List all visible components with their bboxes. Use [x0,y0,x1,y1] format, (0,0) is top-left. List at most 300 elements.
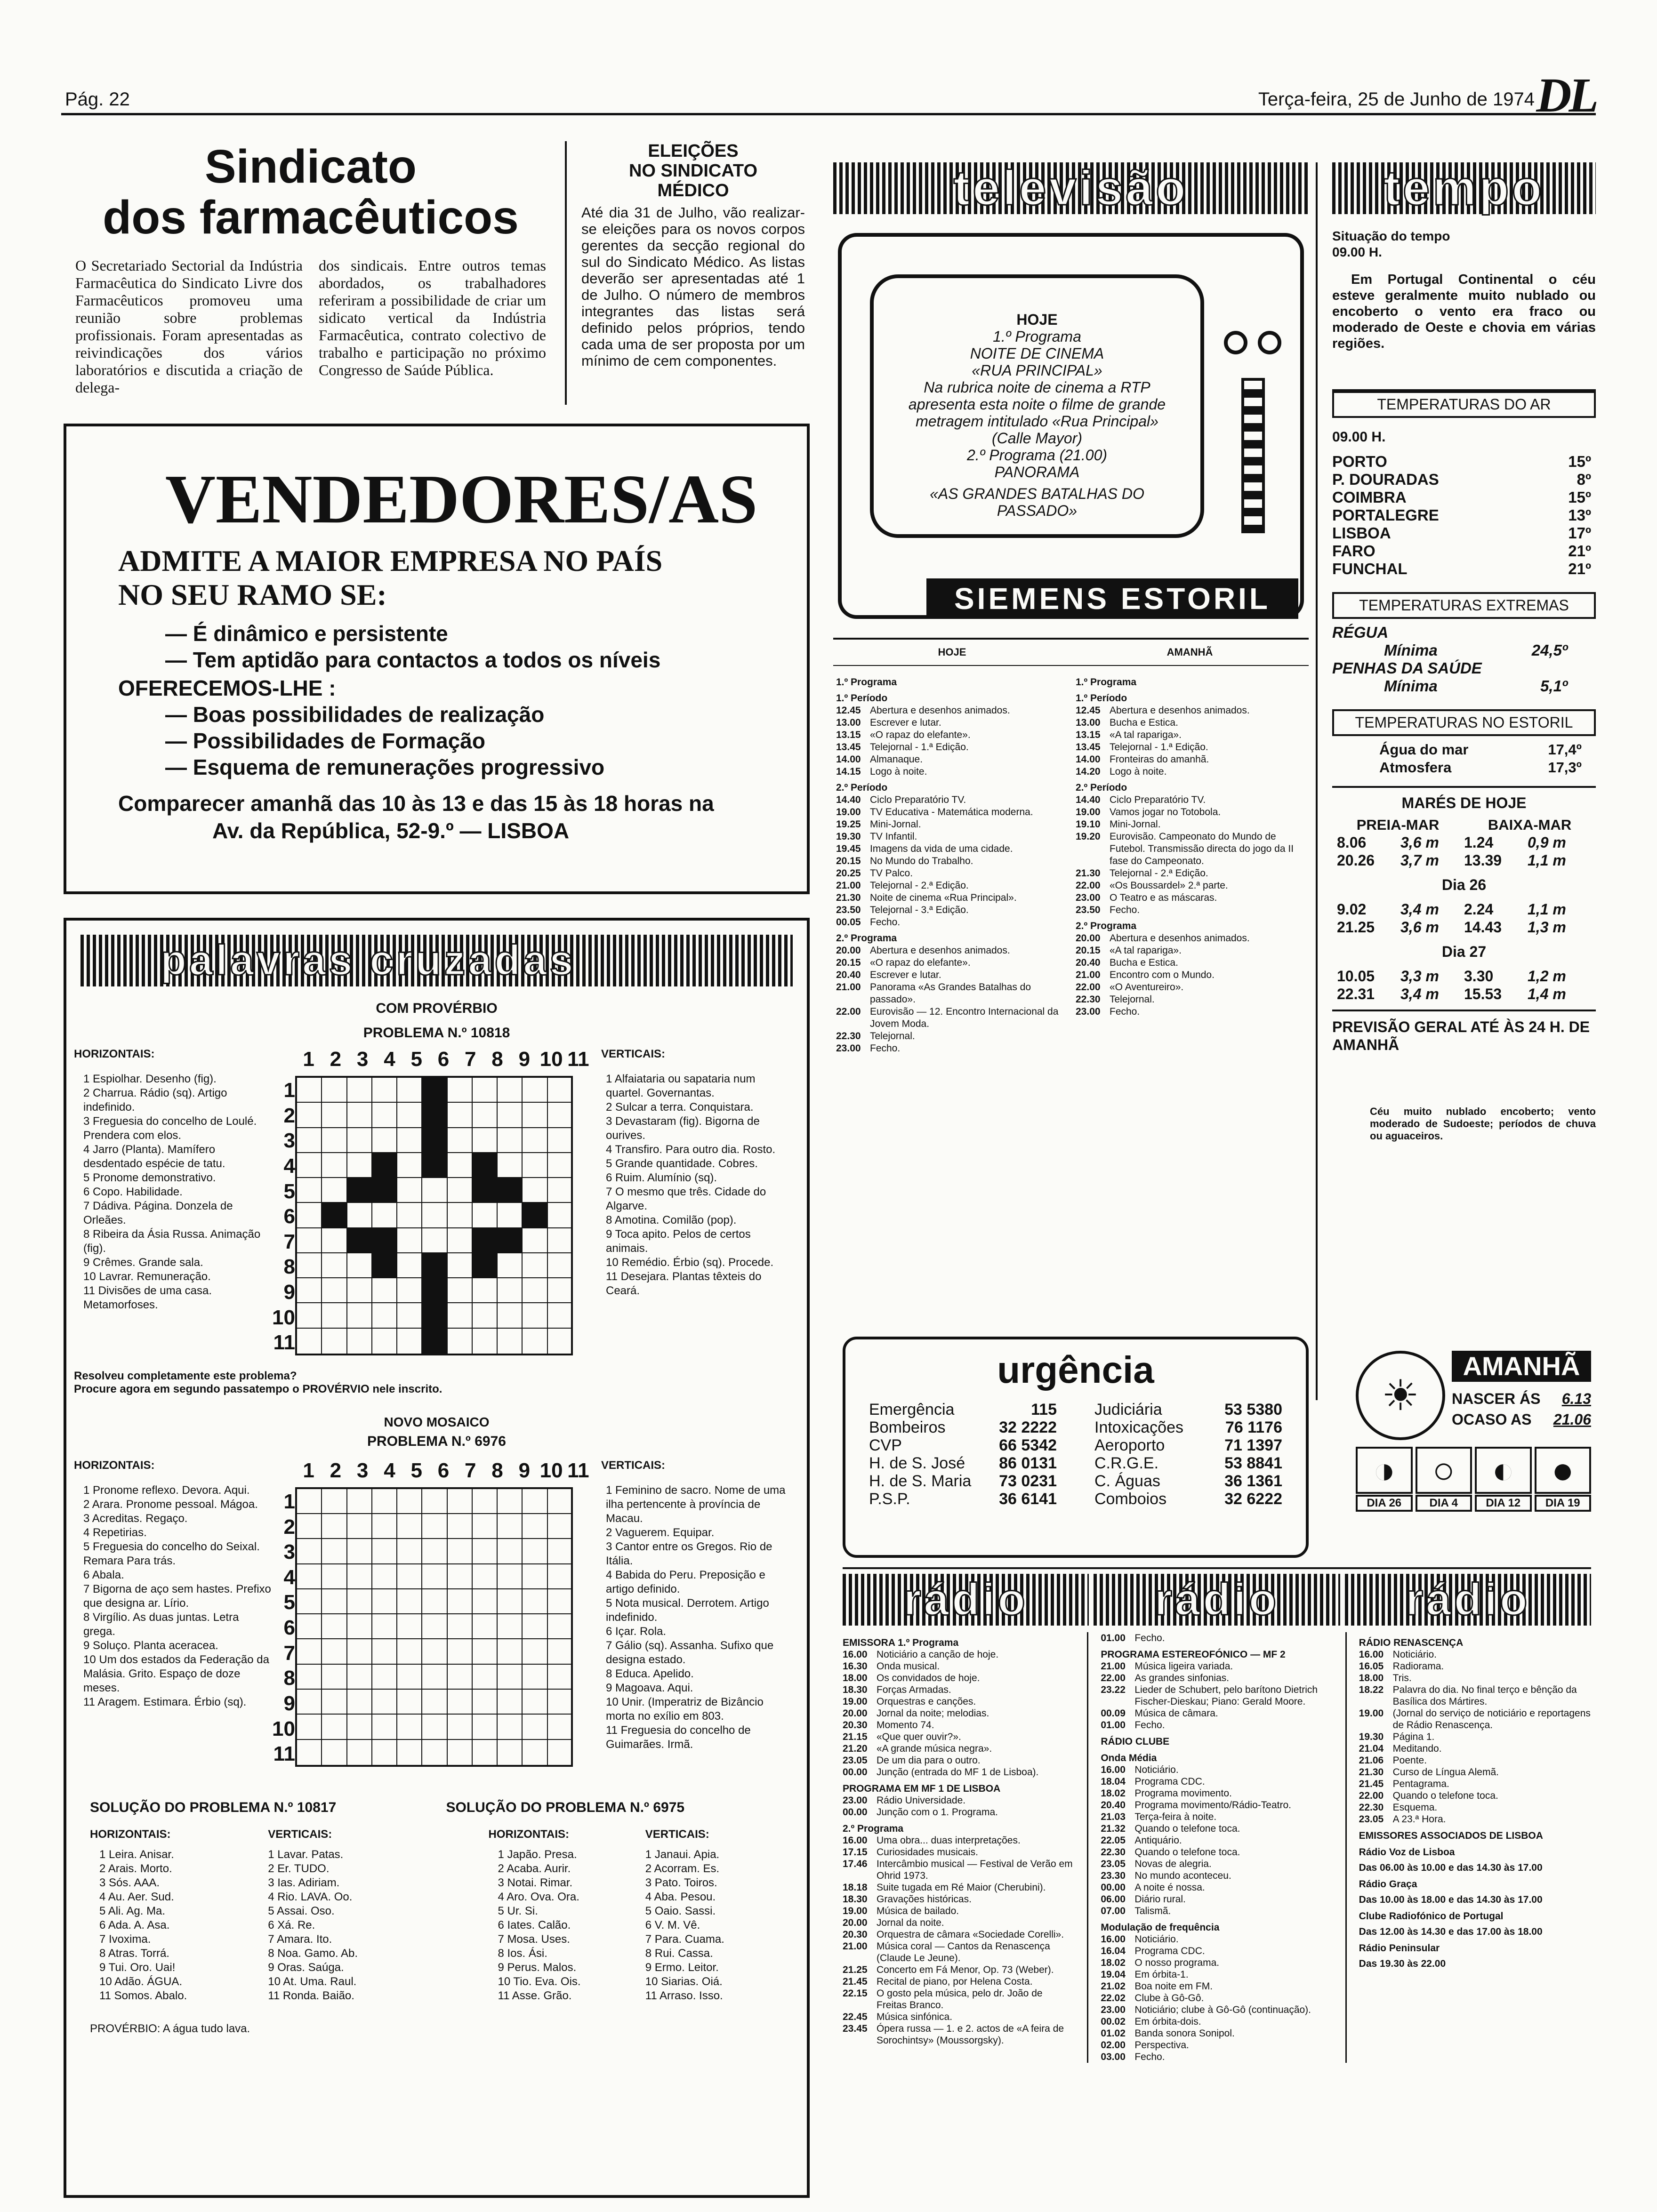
schedule-row [1101,1969,1333,1980]
schedule-time: 00.00 [843,1767,868,1778]
column-number: 10 [539,1048,563,1071]
grid-cell [498,1103,523,1128]
schedule-row [1101,1835,1333,1846]
schedule-time: 00.05 [836,917,861,928]
grid-cell [422,1740,447,1765]
schedule-title: Banda sonora Sonipol. [1134,2028,1235,2039]
schedule-row [836,916,1066,929]
clue: 11 Desejara. Plantas têxteis do Ceará. [606,1270,762,1297]
grid-cell [473,1103,498,1128]
grid-cell-black [347,1178,372,1203]
weather-line: Atmosfera [1379,759,1452,776]
grid-cell-black [422,1253,447,1278]
tide-value: 3.30 [1464,968,1494,985]
grid-cell [297,1564,322,1589]
schedule-row [1101,1764,1333,1776]
column-numbers [295,1048,592,1071]
puzzle-note: Resolveu completamente este problema? [74,1369,297,1382]
schedule-time: 19.00 [1359,1708,1384,1719]
schedule-time: 19.30 [1359,1731,1384,1742]
schedule-row [843,1672,1075,1684]
schedule-title: Encontro com o Mundo. [1110,970,1215,980]
schedule-time: 20.00 [836,945,861,956]
grid-cell [347,1153,372,1178]
tv-line: 2.º Programa (21.00) [966,447,1108,464]
schedule-time: 16.00 [843,1649,868,1660]
schedule-time: 23.05 [1101,1859,1126,1869]
clue: 3 Acreditas. Regaço. [83,1512,188,1525]
schedule-time: 14.00 [1076,754,1101,765]
schedule-row [1076,1006,1306,1018]
weather-line: 09.00 H. [1332,429,1386,445]
moon-phase-days [1356,1495,1591,1512]
schedule-heading: EMISSORES ASSOCIADOS DE LISBOA [1359,1830,1543,1841]
grid-cell [422,1589,447,1614]
clue: 7 Bigorna de aço sem hastes. Prefixo que designa ar. Lírio. [83,1582,271,1610]
grid-cell [422,1715,447,1739]
schedule-row [1076,994,1306,1006]
schedule-time: 19.30 [836,831,861,842]
tide-value: 10.05 [1337,968,1375,985]
solution-entry: 1 Leira. Anisar. [99,1848,174,1861]
column-divider [1316,162,1318,1400]
temperature-value: 13º [1568,506,1591,524]
solution-entry: 11 Arraso. Isso. [645,1989,723,2002]
grid-cell [322,1153,347,1178]
column-header-tomorrow: AMANHÃ [1166,646,1213,658]
grid-cell [498,1539,523,1564]
schedule-row [1101,1660,1333,1672]
schedule-row [1101,2039,1333,2051]
grid-cell [548,1253,573,1278]
schedule-title: Almanaque. [870,754,923,765]
grid-cell [297,1489,322,1514]
section-banner: rádio [843,1574,1089,1626]
grid-cell [523,1715,547,1739]
grid-cell [397,1178,422,1203]
schedule-row [1101,1787,1333,1799]
puzzle-subtitle: COM PROVÉRBIO [376,1001,498,1016]
schedule-row [836,867,1066,880]
schedule-row [1076,766,1306,778]
temperature-value: 15º [1568,489,1591,506]
grid-cell [372,1278,397,1303]
grid-cell [297,1253,322,1278]
schedule-row [1076,753,1306,766]
solution-entry: 11 Asse. Grão. [498,1989,572,2002]
schedule-row [1076,673,1306,689]
row-number: 2 [283,1515,295,1539]
schedule-title: Noticiário. [1392,1649,1437,1660]
grid-cell [448,1690,473,1715]
schedule-time: 22.00 [1101,1673,1126,1683]
schedule-time: 21.00 [1076,970,1101,980]
schedule-row [1101,1719,1333,1731]
tide-day: Dia 27 [1441,943,1487,960]
grid-cell [498,1715,523,1739]
article-col-2: dos sindicais. Entre outros temas abordados, os trabalhadores referiram a possibilidade de criar um sidicato vertical da Indústria Farmacêutica, contrato colectivo de trabalho e participação no próximo Congresso de Saúde Pública. [319,257,546,378]
column-number: 4 [384,1048,395,1071]
crossword-grid-10818 [295,1076,573,1355]
emergency-row [869,1472,1057,1490]
schedule-row [843,1858,1075,1882]
solution-entry: 5 Oaio. Sassi. [645,1904,716,1917]
tide-value: 15.53 [1464,986,1502,1002]
schedule-title: «A tal rapariga». [1110,945,1182,956]
schedule-time: 18.30 [843,1684,868,1695]
grid-cell [422,1539,447,1564]
schedule-time: 12.45 [1076,705,1101,716]
grid-cell [297,1614,322,1639]
grid-cell-black [422,1103,447,1128]
tide-value: 0,9 m [1528,834,1566,851]
solution-entry: 9 Perus. Malos. [498,1961,577,1974]
column-number: 3 [356,1459,369,1482]
grid-cell [322,1539,347,1564]
schedule-time: 13.45 [1076,742,1101,753]
schedule-time: 21.45 [843,1976,868,1987]
schedule-row [1076,729,1306,741]
schedule-row [843,1766,1075,1778]
grid-cell [347,1539,372,1564]
grid-cell [548,1278,573,1303]
grid-cell [397,1514,422,1539]
grid-cell-black [473,1178,498,1203]
grid-cell [498,1303,523,1328]
column-number: 7 [465,1048,476,1071]
schedule-row [1359,1684,1591,1707]
grid-cell [397,1639,422,1664]
schedule-heading: EMISSORA 1.º Programa [843,1637,959,1648]
schedule-row [1076,705,1306,717]
schedule-row [1101,1823,1333,1835]
schedule-title: Em órbita-1. [1134,1969,1189,1980]
city-name: FUNCHAL [1332,560,1408,577]
clues-heading: VERTICAIS: [601,1048,666,1060]
schedule-time: 19.00 [843,1906,868,1916]
mosaic-grid-6976 [295,1487,573,1767]
row-number: 10 [272,1717,295,1740]
grid-cell [498,1514,523,1539]
schedule-title: Jornal da noite. [877,1917,944,1928]
schedule-title: Em órbita-dois. [1134,2016,1201,2027]
schedule-row [1076,892,1306,904]
schedule-title: Os convidados de hoje. [877,1673,980,1683]
schedule-title: Novas de alegria. [1134,1859,1212,1869]
grid-cell [322,1665,347,1690]
grid-cell [347,1740,372,1765]
schedule-title: Logo à noite. [870,766,927,777]
schedule-title: Fecho. [870,917,901,928]
schedule-row [1359,1813,1591,1825]
temperature-row [1332,489,1591,506]
weather-line: PENHAS DA SAÚDE [1332,659,1482,677]
schedule-title: «A grande música negra». [877,1743,992,1754]
schedule-row [836,981,1066,1006]
schedule-row [1101,2004,1333,2016]
schedule-row [843,2023,1075,2046]
schedule-time: 23.00 [843,1795,868,1806]
schedule-heading: 1.º Programa [836,677,897,688]
schedule-title: Palavra do dia. No final terço e bênção da Basílica dos Mártires. [1392,1684,1577,1707]
clue: 4 Jarro (Planta). Mamífero desdentado espécie de tatu. [83,1143,225,1170]
schedule-title: Página 1. [1392,1731,1435,1742]
schedule-row [843,1905,1075,1917]
moon-phase-icon: ◐ [1475,1447,1532,1494]
schedule-title: Boa noite em FM. [1134,1981,1213,1992]
grid-cell [473,1329,498,1354]
schedule-time: 18.02 [1101,1788,1126,1799]
grid-cell [372,1589,397,1614]
weather-description: Em Portugal Continental o céu esteve geralmente muito nublado ou encoberto o vento era fraco ou moderado de Oeste e chovia em várias regiões. [1332,272,1596,351]
temperature-value: 15º [1568,453,1591,470]
schedule-row [1359,1874,1591,1890]
grid-cell [448,1128,473,1153]
grid-cell [498,1690,523,1715]
schedule-title: Vamos jogar no Totobola. [1110,807,1221,817]
schedule-title: Junção com o 1. Programa. [877,1807,998,1818]
row-number: 6 [283,1205,295,1228]
schedule-row [1101,1957,1333,1969]
grid-cell [322,1740,347,1765]
grid-cell [448,1665,473,1690]
tide-value: 3,4 m [1400,901,1439,918]
schedule-row [836,831,1066,843]
weather-value: 17,3º [1548,759,1582,776]
emergency-row [869,1454,1057,1472]
schedule-time: 18.00 [1359,1673,1384,1683]
schedule-time: 01.02 [1101,2028,1126,2039]
emergency-row [869,1401,1057,1419]
grid-cell [422,1614,447,1639]
schedule-row [1076,741,1306,753]
solution-entry: 4 Aro. Ova. Ora. [498,1890,579,1903]
ad-call: Comparecer amanhã das 10 às 13 e das 15 às 18 horas na [118,791,714,816]
schedule-row [836,904,1066,916]
city-name: COIMBRA [1332,489,1407,506]
schedule-title: Forças Armadas. [877,1684,951,1695]
grid-cell [548,1514,573,1539]
horizontal-clues [74,1072,272,1312]
clue: 3 Cantor entre os Gregos. Rio de Itália. [606,1540,772,1567]
schedule-title: Ciclo Preparatório TV. [870,794,966,805]
grid-cell [498,1665,523,1690]
grid-cell [473,1740,498,1765]
solution-entry: 5 Assai. Oso. [268,1904,335,1917]
row-number: 5 [283,1179,295,1203]
ad-title: VENDEDORES/AS [165,461,758,538]
schedule-row [836,1030,1066,1042]
tide-row [1332,900,1596,918]
schedule-heading: Das 12.00 às 14.30 e das 17.00 às 18.00 [1359,1926,1543,1937]
schedule-time: 14.00 [836,754,861,765]
schedule-title: Radiorama. [1392,1661,1444,1672]
grid-cell [347,1690,372,1715]
schedule-title: Mini-Jornal. [870,819,921,830]
schedule-heading: Das 19.30 às 22.00 [1359,1958,1446,1969]
schedule-time: 20.00 [1076,933,1101,944]
schedule-title: Ópera russa — 1. e 2. actos de «A feira de Sorochintsy» (Moussorgsky). [877,2023,1064,2046]
weather-line: Situação do tempo [1332,229,1450,243]
tides-heading: MARÉS DE HOJE [1401,794,1527,811]
clues-heading: VERTICAIS: [645,1827,709,1841]
schedule-row [1359,1672,1591,1684]
grid-cell [322,1329,347,1354]
schedule-row [843,1929,1075,1940]
emergency-name: H. de S. José [869,1454,965,1472]
moon-day: DIA 26 [1356,1495,1413,1512]
schedule-time: 21.25 [843,1964,868,1975]
tide-value: 1,2 m [1528,968,1566,985]
schedule-row [836,766,1066,778]
schedule-title: (Jornal do serviço de noticiário e reportagens de Rádio Renascença. [1392,1708,1591,1731]
weather-line: Mínima [1384,677,1438,695]
column-number: 11 [567,1459,589,1482]
schedule-time: 23.00 [836,1043,861,1054]
grid-cell [347,1253,372,1278]
schedule-time: 20.40 [1076,957,1101,968]
schedule-time: 20.25 [836,868,861,879]
schedule-row [1101,1870,1333,1882]
grid-cell-black [473,1228,498,1253]
schedule-time: 20.40 [1101,1800,1126,1811]
schedule-heading: Modulação de frequência [1101,1922,1220,1933]
column-number: 10 [539,1459,563,1482]
grid-cell [473,1665,498,1690]
grid-cell-black [422,1303,447,1328]
grid-cell [523,1303,547,1328]
weather-line: Água do mar [1379,741,1469,758]
grid-cell [498,1078,523,1103]
schedule-row [1076,818,1306,831]
schedule-title: Fecho. [1134,1720,1165,1731]
column-number: 11 [567,1048,589,1071]
schedule-title: «Que quer ouvir?». [877,1731,961,1742]
grid-cell [473,1278,498,1303]
schedule-time: 14.20 [1076,766,1101,777]
grid-cell [297,1078,322,1103]
schedule-title: Noticiário a canção de hoje. [877,1649,999,1660]
grid-cell [347,1514,372,1539]
emergency-number: 53 5380 [1224,1401,1282,1419]
clue: 3 Devastaram (fig). Bigorna de ourives. [606,1115,760,1142]
column-number: 5 [410,1048,422,1071]
clue: 5 Nota musical. Derrotem. Artigo indefinido. [606,1596,769,1624]
grid-cell [548,1690,573,1715]
schedule-row [1076,969,1306,981]
schedule-time: 23.00 [1101,2004,1126,2015]
tv-today: HOJE [1016,311,1058,328]
grid-cell [523,1329,547,1354]
grid-cell [448,1564,473,1589]
grid-cell [397,1253,422,1278]
schedule-time: 06.00 [1101,1894,1126,1905]
schedule-title: Música sinfónica. [877,2012,953,2022]
schedule-time: 18.00 [843,1673,868,1683]
emergency-row [1094,1419,1282,1436]
schedule-time: 03.00 [1101,2052,1126,2062]
tide-value: 20.26 [1337,852,1375,869]
schedule-tomorrow [1076,673,1306,1055]
column-number: 1 [303,1459,314,1482]
grid-cell [523,1153,547,1178]
tide-day: Dia 26 [1441,876,1487,893]
schedule-row [836,880,1066,892]
grid-cell [448,1303,473,1328]
schedule-row [1076,806,1306,818]
clue: 2 Sulcar a terra. Conquistara. [606,1101,754,1114]
clue: 5 Pronome demonstrativo. [83,1171,216,1184]
schedule-time: 13.00 [836,717,861,728]
crossword-section [64,918,810,2198]
emergency-name: Aeroporto [1094,1436,1165,1454]
grid-cell [397,1715,422,1739]
forecast-heading: PREVISÃO GERAL ATÉ ÀS 24 H. DE AMANHÃ [1332,1018,1590,1053]
schedule-time: 13.00 [1076,717,1101,728]
schedule-row [1101,1632,1333,1644]
schedule-title: Telejornal - 3.ª Edição. [870,905,969,915]
schedule-row [836,945,1066,957]
schedule-title: Abertura e desenhos animados. [1110,705,1250,716]
grid-cell [347,1589,372,1614]
clue: 10 Unir. (Imperatriz de Bizâncio morta no exílio em 803. [606,1695,764,1723]
schedule-title: Onda musical. [877,1661,940,1672]
schedule-time: 20.30 [843,1720,868,1731]
grid-cell [372,1514,397,1539]
schedule-time: 22.00 [1359,1790,1384,1801]
schedule-row [843,1835,1075,1846]
schedule-row [1101,1945,1333,1957]
grid-cell [372,1329,397,1354]
schedule-row [1101,1933,1333,1945]
schedule-time: 16.00 [1101,1934,1126,1945]
tides-column: BAIXA-MAR [1488,817,1572,833]
schedule-title: Telejornal - 1.ª Edição. [1110,742,1208,753]
grid-cell [548,1639,573,1664]
puzzle-number: PROBLEMA N.º 10818 [363,1025,510,1041]
radio-column-3 [1359,1632,1591,2063]
grid-cell [347,1639,372,1664]
tides-table [1332,834,1596,1003]
schedule-row [843,1818,1075,1835]
schedule-title: No Mundo do Trabalho. [870,856,973,866]
row-number: 6 [283,1616,295,1639]
grid-cell [448,1078,473,1103]
grid-cell [397,1589,422,1614]
grid-cell [473,1489,498,1514]
moon-phase-icon: ◑ [1356,1447,1413,1494]
schedule-title: Fecho. [1134,1633,1165,1643]
grid-cell [397,1489,422,1514]
schedule-time: 16.30 [843,1661,868,1672]
grid-cell [523,1539,547,1564]
emergency-row [1094,1490,1282,1508]
schedule-title: «O rapaz do elefante». [870,957,971,968]
grid-cell [548,1203,573,1228]
schedule-row [1101,1747,1333,1764]
grid-cell [397,1329,422,1354]
schedule-row [1101,1731,1333,1747]
schedule-row [1076,794,1306,806]
grid-cell-black [372,1178,397,1203]
tide-value: 9.02 [1337,901,1367,918]
solution-entry: 6 V. M. Vê. [645,1918,700,1931]
grid-cell [473,1078,498,1103]
schedule-row [1076,981,1306,994]
solution-entry: 7 Ivoxima. [99,1932,151,1946]
grid-cell [297,1639,322,1664]
grid-cell [448,1329,473,1354]
